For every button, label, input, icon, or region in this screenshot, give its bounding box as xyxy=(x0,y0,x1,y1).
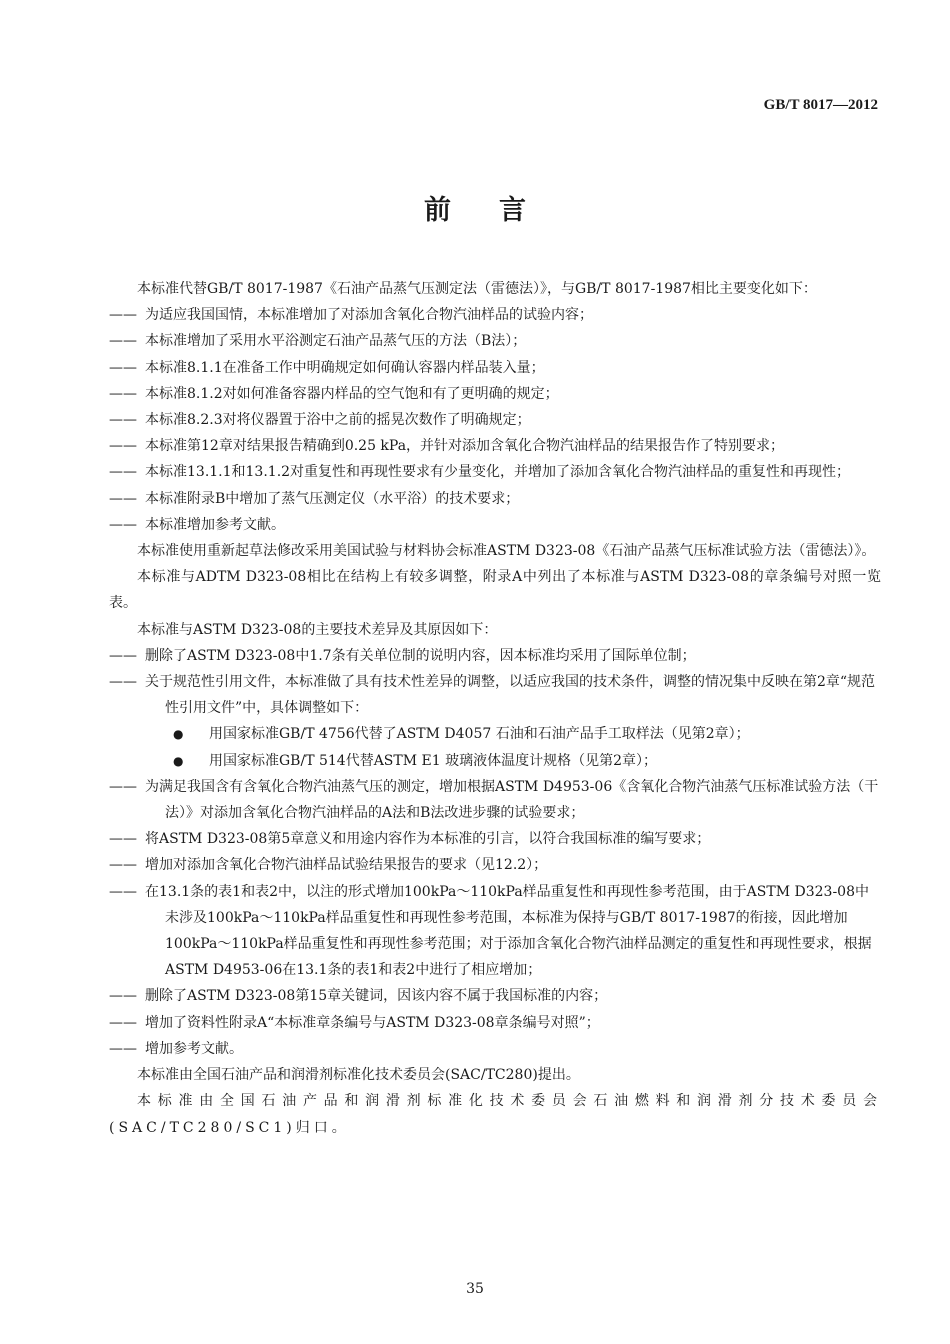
dash-marker: —— xyxy=(109,464,137,481)
dash-marker: —— xyxy=(109,1040,137,1057)
astm-adoption-paragraph: 本标准使用重新起草法修改采用美国试验与材料协会标准ASTM D323-08《石油产品蒸气压标准试验方法（雷德法）》。 xyxy=(137,543,876,560)
page-title: 前言 xyxy=(424,195,574,226)
dash-marker: —— xyxy=(109,1014,137,1031)
dash-marker: —— xyxy=(109,516,137,533)
list-item: —— 本标准附录B中增加了蒸气压测定仪（水平浴）的技术要求； xyxy=(109,486,881,512)
list-item: —— 本标准8.1.1在准备工作中明确规定如何确认容器内样品装入量； xyxy=(109,355,881,381)
list-item: —— 本标准8.1.2对如何准备容器内样品的空气饱和有了更明确的规定； xyxy=(109,381,881,407)
list-item: —— 增加参考文献。 xyxy=(109,1036,881,1062)
dash-marker: —— xyxy=(109,674,137,691)
list-item: —— 在13.1条的表1和表2中，以注的形式增加100kPa～110kPa样品重复性和再现性参考范围，由于ASTM D323-08中未涉及100kPa～110kPa样品重复性和再现性参考范围，本标准为保持与GB/T 8017-1987的衔接，因此增加100kPa～110kPa样品重复性和再现性参考范围；对于添加含氧化合物汽油样品测定的重复性和再现性要求，根据ASTM D4953-06在13.1条的表1和表2中进行了相应增加； xyxy=(109,879,881,984)
list-item: —— 本标准8.2.3对将仪器置于浴中之前的摇晃次数作了明确规定； xyxy=(109,407,881,433)
intro-paragraph: 本标准代替GB/T 8017-1987《石油产品蒸气压测定法（雷德法）》，与GB/T 8017-1987相比主要变化如下： xyxy=(137,281,817,297)
dash-marker: —— xyxy=(109,831,137,848)
dash-marker: —— xyxy=(109,647,137,664)
list-item: —— 将ASTM D323-08第5章意义和用途内容作为本标准的引言，以符合我国标准的编写要求； xyxy=(109,826,881,852)
bullet-marker: ● xyxy=(173,727,184,742)
bullet-item: ● 用国家标准GB/T 4756代替了ASTM D4057 石油和石油产品手工取样法（见第2章）； xyxy=(109,721,881,747)
dash-marker: —— xyxy=(109,412,137,429)
dash-marker: —— xyxy=(109,988,137,1005)
changes-list xyxy=(109,302,881,538)
list-item: —— 本标准13.1.1和13.1.2对重复性和再现性要求有少量变化，并增加了添加含氧化合物汽油样品的重复性和再现性； xyxy=(109,459,881,485)
list-item: —— 为满足我国含有含氧化合物汽油蒸气压的测定，增加根据ASTM D4953-06《含氧化合物汽油蒸气压标准试验方法（干法）》对添加含氧化合物汽油样品的A法和B法改进步骤的试验要求； xyxy=(109,774,881,826)
bullet-marker: ● xyxy=(173,753,184,768)
dash-marker: —— xyxy=(109,778,137,795)
dash-marker: —— xyxy=(109,385,137,402)
dash-marker: —— xyxy=(109,333,137,350)
list-item: —— 增加了资料性附录A“本标准章条编号与ASTM D323-08章条编号对照”； xyxy=(109,1010,881,1036)
list-item: —— 为适应我国国情，本标准增加了对添加含氧化合物汽油样品的试验内容； xyxy=(109,302,881,328)
bullet-item: ● 用国家标准GB/T 514代替ASTM E1 玻璃液体温度计规格（见第2章）； xyxy=(109,748,881,774)
differences-list xyxy=(109,643,881,1062)
list-item: —— 本标准增加参考文献。 xyxy=(109,512,881,538)
list-item: —— 删除了ASTM D323-08第15章关键词，因该内容不属于我国标准的内容； xyxy=(109,983,881,1009)
dash-marker: —— xyxy=(109,438,137,455)
page-number: 35 xyxy=(466,1281,484,1297)
differences-intro-paragraph: 本标准与ASTM D323-08的主要技术差异及其原因如下： xyxy=(137,621,498,638)
standard-code: GB/T 8017—2012 xyxy=(763,97,878,113)
dash-marker: —— xyxy=(109,359,137,376)
proposed-by-paragraph: 本标准由全国石油产品和润滑剂标准化技术委员会(SAC/TC280)提出。 xyxy=(137,1067,580,1084)
list-item: —— 本标准第12章对结果报告精确到0.25 kPa，并针对添加含氧化合物汽油样品的结果报告作了特别要求； xyxy=(109,433,881,459)
dash-marker: —— xyxy=(109,857,137,874)
structure-paragraph: 本标准与ADTM D323-08相比在结构上有较多调整，附录A中列出了本标准与ASTM D323-08的章条编号对照一览表。 xyxy=(109,569,881,612)
list-item: —— 删除了ASTM D323-08中1.7条有关单位制的说明内容，因本标准均采用了国际单位制； xyxy=(109,643,881,669)
list-item: —— 本标准增加了采用水平浴测定石油产品蒸气压的方法（B法）； xyxy=(109,328,881,354)
dash-marker: —— xyxy=(109,883,137,900)
list-item: —— 增加对添加含氧化合物汽油样品试验结果报告的要求（见12.2）； xyxy=(109,852,881,878)
document-body xyxy=(109,276,881,1141)
list-item: —— 关于规范性引用文件，本标准做了具有技术性差异的调整，以适应我国的技术条件，调整的情况集中反映在第2章“规范性引用文件”中，具体调整如下： xyxy=(109,669,881,721)
dash-marker: —— xyxy=(109,307,137,324)
dash-marker: —— xyxy=(109,490,137,507)
centralized-by-paragraph: 本标准由全国石油产品和润滑剂标准化技术委员会石油燃料和润滑剂分技术委员会(SAC/TC280/SC1)归口。 xyxy=(109,1093,881,1136)
